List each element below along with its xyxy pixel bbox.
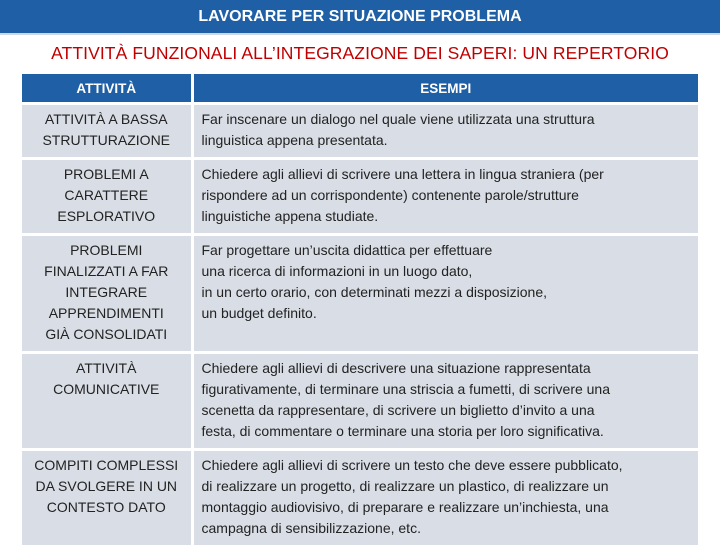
activity-cell [22,450,192,545]
activity-line: INTEGRARE [26,282,187,303]
table-row [22,159,698,235]
column-header-activity: ATTIVITÀ [22,74,192,104]
activity-line: PROBLEMI [26,240,187,261]
table-row [22,104,698,159]
example-line: un budget definito. [202,303,695,324]
activity-line: ATTIVITÀ [26,358,187,379]
example-line: Far inscenare un dialogo nel quale viene utilizzata una struttura [202,109,695,130]
example-cell [192,450,698,545]
example-line: rispondere ad un corrispondente) contenente parole/strutture [202,185,695,206]
activity-line: DA SVOLGERE IN UN [26,476,187,497]
table-row [22,353,698,450]
slide-title: LAVORARE PER SITUAZIONE PROBLEMA [198,8,521,25]
example-cell [192,353,698,450]
activity-cell [22,353,192,450]
activity-line: FINALIZZATI A FAR [26,261,187,282]
example-cell [192,235,698,353]
table-row [22,450,698,545]
example-line: Far progettare un’uscita didattica per effettuare [202,240,695,261]
activity-line: CONTESTO DATO [26,497,187,518]
example-cell [192,104,698,159]
example-line: montaggio audiovisivo, di preparare e realizzare un’inchiesta, una [202,497,695,518]
activities-table [22,74,698,545]
slide-subtitle: ATTIVITÀ FUNZIONALI ALL’INTEGRAZIONE DEI SAPERI: UN REPERTORIO [0,40,720,66]
activity-line: PROBLEMI A [26,164,187,185]
example-cell [192,159,698,235]
activity-line: CARATTERE [26,185,187,206]
example-line: Chiedere agli allievi di descrivere una situazione rappresentata [202,358,695,379]
example-line: di realizzare un progetto, di realizzare un plastico, di realizzare un [202,476,695,497]
example-line: linguistiche appena studiate. [202,206,695,227]
example-line: festa, di commentare o terminare una storia per loro significativa. [202,421,695,442]
activity-cell [22,235,192,353]
table-header-row [22,74,698,104]
activity-line: GIÀ CONSOLIDATI [26,324,187,345]
activity-line: STRUTTURAZIONE [26,130,187,151]
activity-cell [22,104,192,159]
activity-line: ESPLORATIVO [26,206,187,227]
activity-line: COMPITI COMPLESSI [26,455,187,476]
slide-title-bar [0,0,720,35]
activity-line: COMUNICATIVE [26,379,187,400]
activity-line: APPRENDIMENTI [26,303,187,324]
example-line: linguistica appena presentata. [202,130,695,151]
example-line: Chiedere agli allievi di scrivere una lettera in lingua straniera (per [202,164,695,185]
example-line: Chiedere agli allievi di scrivere un testo che deve essere pubblicato, [202,455,695,476]
example-line: scenetta da rappresentare, di scrivere un biglietto d’invito a una [202,400,695,421]
activity-line: ATTIVITÀ A BASSA [26,109,187,130]
table-row [22,235,698,353]
example-line: figurativamente, di terminare una striscia a fumetti, di scrivere una [202,379,695,400]
example-line: in un certo orario, con determinati mezzi a disposizione, [202,282,695,303]
example-line: una ricerca di informazioni in un luogo dato, [202,261,695,282]
activity-cell [22,159,192,235]
example-line: campagna di sensibilizzazione, etc. [202,518,695,539]
column-header-examples: ESEMPI [192,74,698,104]
